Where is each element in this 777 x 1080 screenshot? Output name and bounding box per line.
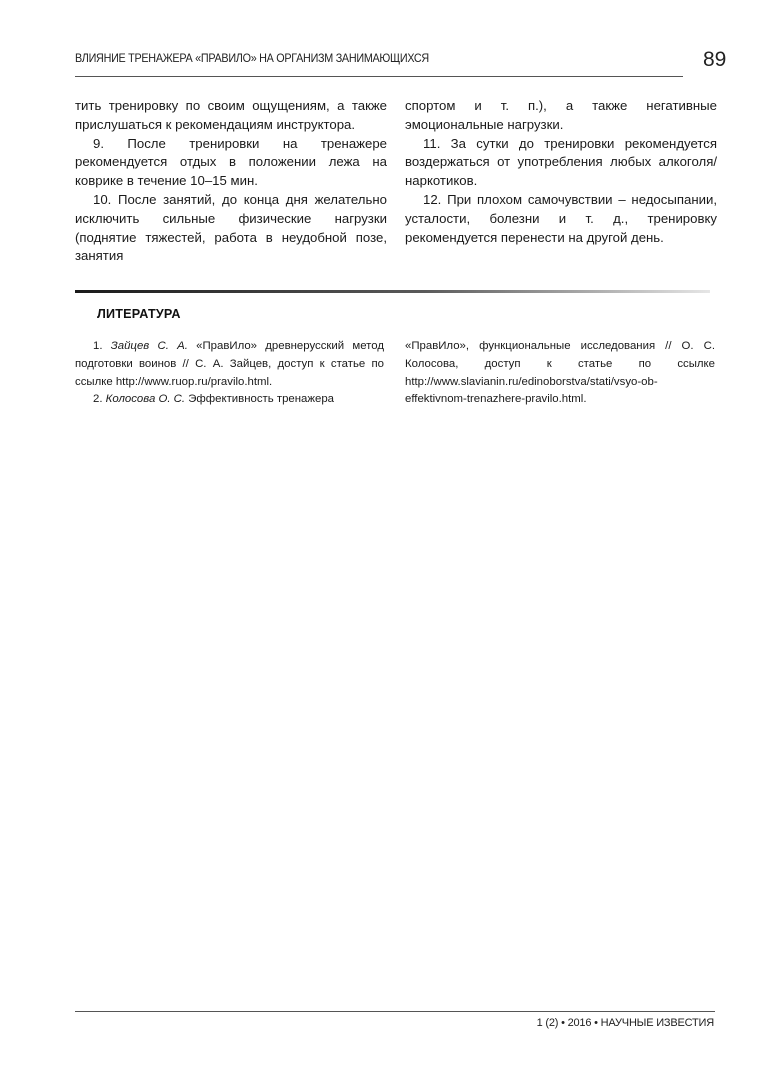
reference-author: Зайцев С. А. — [110, 340, 188, 352]
body-paragraph: тить тренировку по своим ощущениям, а также прислушаться к рекомендациям инструктора. — [75, 98, 387, 132]
body-paragraph: спортом и т. п.), а также негативные эмоциональные нагрузки. — [405, 98, 717, 132]
reference-item — [75, 391, 384, 409]
reference-number: 1. — [93, 340, 103, 352]
reference-text: «ПравИло» древнерусский метод подготовки воинов // С. А. Зайцев, доступ к статье по ссылке http://www.ruop.ru/pravilo.html. — [75, 340, 385, 388]
references-column-left — [75, 338, 384, 409]
footer-journal-info: 1 (2) • 2016 • НАУЧНЫЕ ИЗВЕСТИЯ — [536, 1017, 714, 1029]
reference-number: 2. — [93, 393, 103, 406]
body-paragraph: 10. После занятий, до конца дня желательно исключить сильные физические нагрузки (поднятие тяжестей, работа в неудобной позе, занятия — [75, 191, 387, 264]
section-divider — [75, 290, 710, 293]
references-title: ЛИТЕРАТУРА — [97, 307, 181, 321]
page-number: 89 — [703, 48, 727, 71]
reference-text: Эффективность тренажера — [185, 393, 334, 406]
header-rule — [75, 76, 683, 77]
body-paragraph: 11. За сутки до тренировки рекомендуется воздержаться от употребления любых алкоголя/наркотиков. — [405, 135, 717, 189]
body-column-left — [75, 97, 387, 266]
reference-item — [75, 338, 384, 391]
running-head: ВЛИЯНИЕ ТРЕНАЖЕРА «ПРАВИЛО» НА ОРГАНИЗМ ЗАНИМАЮЩИХСЯ — [75, 52, 429, 65]
body-column-right — [405, 97, 717, 247]
references-column-right — [405, 338, 715, 409]
reference-author: Колосова О. С. — [105, 393, 186, 406]
body-paragraph: 12. При плохом самочувствии – недосыпании, усталости, болезни и т. д., тренировку рекомендуется перенести на другой день. — [405, 191, 717, 245]
body-paragraph: 9. После тренировки на тренажере рекомендуется отдых в положении лежа на коврике в течение 10–15 мин. — [75, 135, 387, 189]
footer-rule — [75, 1011, 715, 1012]
reference-continuation: «ПравИло», функциональные исследования // О. С. Колосова, доступ к статье по ссылке http://www.slavianin.ru/edinoborstva/stati/vsyo-ob-effektivnom-trenazhere-pravilo.html. — [405, 340, 715, 406]
